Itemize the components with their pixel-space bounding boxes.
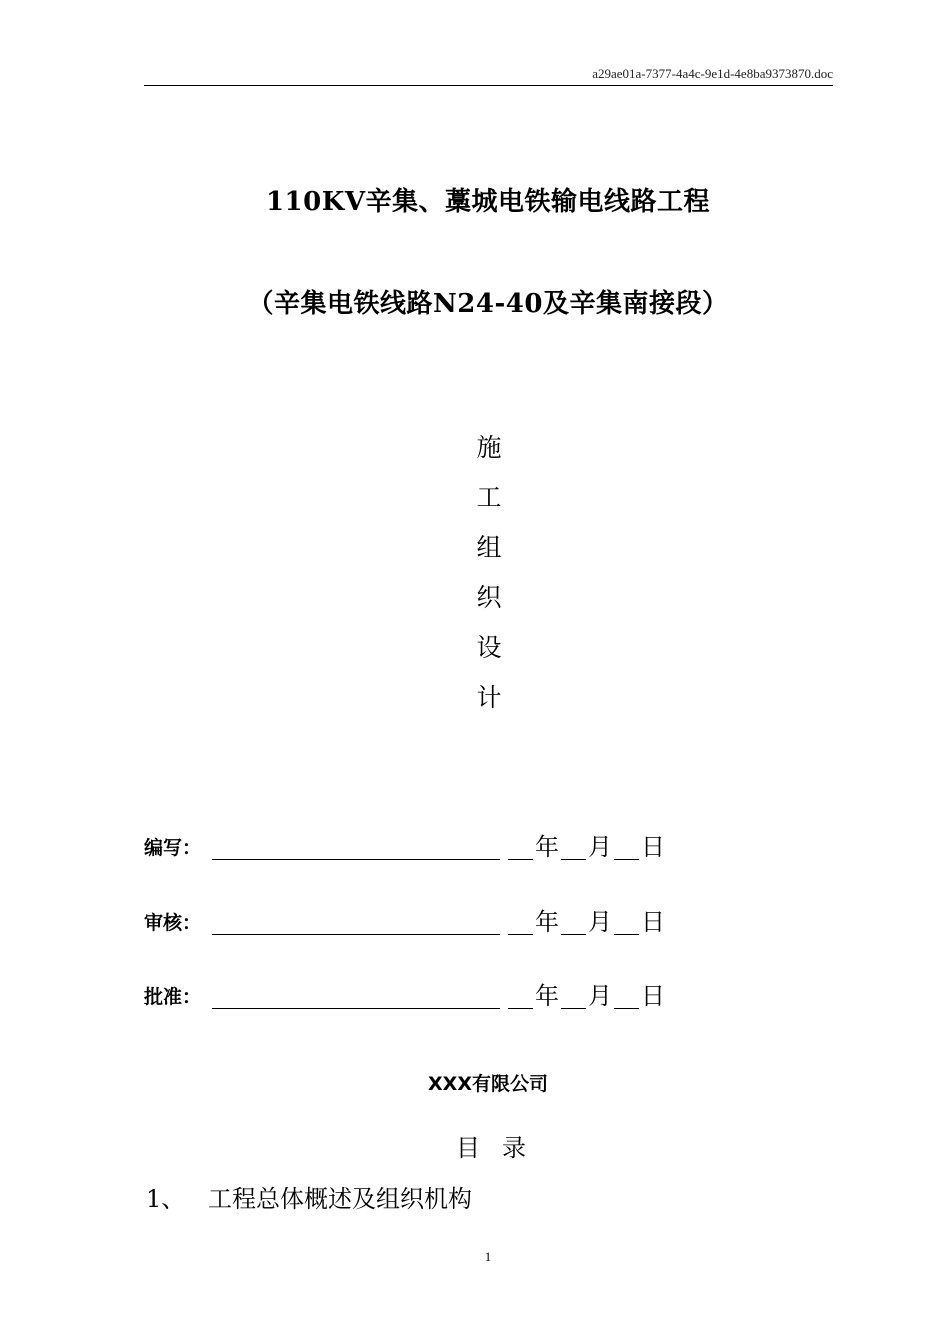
day-blank	[614, 837, 639, 860]
year-unit: 年	[535, 908, 559, 936]
month-unit: 月	[588, 982, 612, 1010]
document-type-char: 织	[476, 583, 502, 612]
signature-line	[212, 986, 500, 1009]
day-blank	[614, 986, 639, 1009]
month-unit: 月	[588, 908, 612, 936]
document-type-char: 施	[476, 433, 502, 462]
document-type-char: 组	[476, 533, 502, 562]
header-filename: a29ae01a-7377-4a4c-9e1d-4e8ba9373870.doc	[592, 66, 833, 81]
signature-line	[212, 912, 500, 935]
document-type-char: 设	[476, 633, 502, 662]
month-blank	[561, 837, 586, 860]
signature-row-approver	[144, 979, 667, 1009]
signature-label: 编写：	[144, 837, 202, 859]
day-unit: 日	[641, 982, 665, 1010]
document-type-vertical	[474, 428, 504, 728]
signature-row-author	[144, 830, 667, 860]
signature-line	[212, 837, 500, 860]
year-blank	[508, 837, 533, 860]
toc-item	[146, 1179, 472, 1214]
year-blank	[508, 912, 533, 935]
month-blank	[561, 912, 586, 935]
page-number: 1	[484, 1249, 492, 1264]
month-unit: 月	[588, 833, 612, 861]
year-blank	[508, 986, 533, 1009]
day-unit: 日	[641, 908, 665, 936]
year-unit: 年	[535, 982, 559, 1010]
toc-item-number: 1、	[146, 1185, 186, 1213]
day-unit: 日	[641, 833, 665, 861]
document-type-char: 工	[476, 483, 502, 512]
signature-label: 批准：	[144, 986, 202, 1008]
document-type-char: 计	[476, 683, 502, 712]
header-rule	[144, 85, 833, 86]
document-title: 110KV辛集、藁城电铁输电线路工程	[265, 187, 711, 217]
document-subtitle: （辛集电铁线路N24-40及辛集南接段）	[247, 289, 729, 319]
company-name: XXX有限公司	[428, 1073, 548, 1095]
day-blank	[614, 912, 639, 935]
signature-label: 审核：	[144, 912, 202, 934]
year-unit: 年	[535, 833, 559, 861]
signature-row-reviewer	[144, 905, 667, 935]
toc-title: 目录	[456, 1134, 548, 1162]
month-blank	[561, 986, 586, 1009]
toc-item-text: 工程总体概述及组织机构	[208, 1185, 472, 1213]
